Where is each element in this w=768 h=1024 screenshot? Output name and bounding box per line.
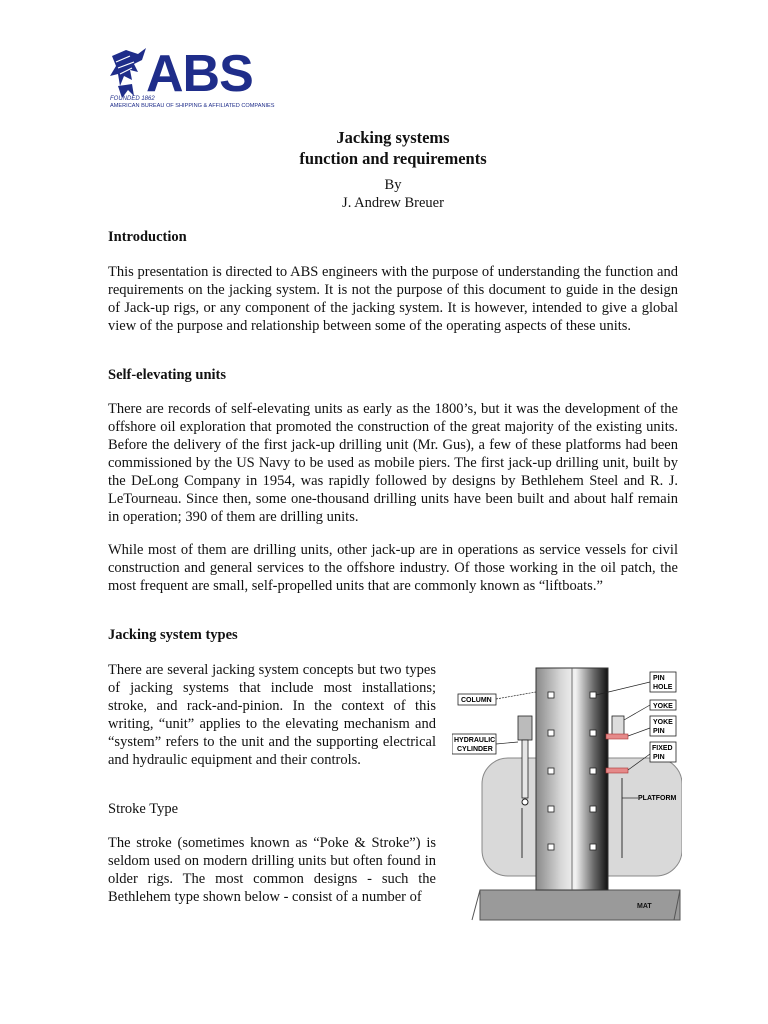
label-platform: PLATFORM [638, 795, 677, 802]
abs-logo [108, 42, 298, 112]
label-pin-3: PIN [653, 754, 665, 761]
title-line-2: function and requirements [299, 149, 487, 168]
label-fixed: FIXED [652, 745, 673, 752]
author: J. Andrew Breuer [342, 195, 444, 211]
eagle-icon [108, 46, 148, 102]
self-elevating-heading: Self-elevating units [108, 367, 227, 383]
title-line-1: Jacking systems [336, 128, 450, 147]
label-pin: PIN [653, 675, 665, 682]
jacking-types-heading: Jacking system types [108, 627, 238, 643]
logo-letters: ABS [146, 45, 253, 103]
label-yoke: YOKE [653, 703, 673, 710]
intro-paragraph: This presentation is directed to ABS engineers with the purpose of understanding the function and requirements on the jacking system. It is not the purpose of this document to guide in the design of Jack-up rigs, or any component of the jacking system. It is however, intended to give a global view of the purpose and relationship between some of the operating aspects of these units. [108, 264, 678, 334]
logo-company-name: AMERICAN BUREAU OF SHIPPING & AFFILIATED COMPANIES [110, 103, 275, 109]
label-hydraulic: HYDRAULIC [454, 737, 496, 744]
label-yoke-2: YOKE [653, 719, 673, 726]
intro-heading: Introduction [108, 229, 187, 245]
label-column: COLUMN [461, 697, 492, 704]
label-hole: HOLE [653, 684, 673, 691]
label-mat: MAT [637, 903, 652, 910]
label-pin-2: PIN [653, 728, 665, 735]
stroke-type-heading: Stroke Type [108, 801, 179, 817]
logo-founded: FOUNDED 1862 [110, 96, 155, 102]
jacking-system-diagram [452, 658, 682, 923]
self-elevating-paragraph-2: While most of them are drilling units, other jack-up are in operations as service vessels for civil construction and general services to the offshore industry. Of those working in the oil patch, the most frequent are small, self-propelled units that are commonly known as “liftboats.” [108, 542, 678, 594]
stroke-type-paragraph: The stroke (sometimes known as “Poke & Stroke”) is seldom used on modern drilling units but often found in older rigs. The most common designs - such the Bethlehem type shown below - consist of a number of [108, 835, 436, 905]
self-elevating-paragraph-1: There are records of self-elevating units as early as the 1800’s, but it was the development of the offshore oil exploration that promoted the construction of the great majority of the existing units. Before the delivery of the first jack-up drilling unit (Mr. Gus), a few of these platforms had been commissioned by the US Navy to be used as mobile piers. The first jack-up drilling unit, built by the DeLong Company in 1954, was rapidly followed by designs by Bethlehem Steel and R. J. LeTourneau. Since then, some one-thousand drilling units have been built and about half remain in operation; 390 of them are drilling units. [108, 401, 678, 525]
jacking-types-paragraph: There are several jacking system concepts but two types of jacking systems that include most installations; stroke, and rack-and-pinion. In the context of this writing, “unit” applies to the elevating mechanism and “system” refers to the unit and the supporting electrical and hydraulic equipment and their controls. [108, 662, 436, 768]
by-line: By [384, 177, 402, 193]
label-cylinder: CYLINDER [457, 746, 493, 753]
